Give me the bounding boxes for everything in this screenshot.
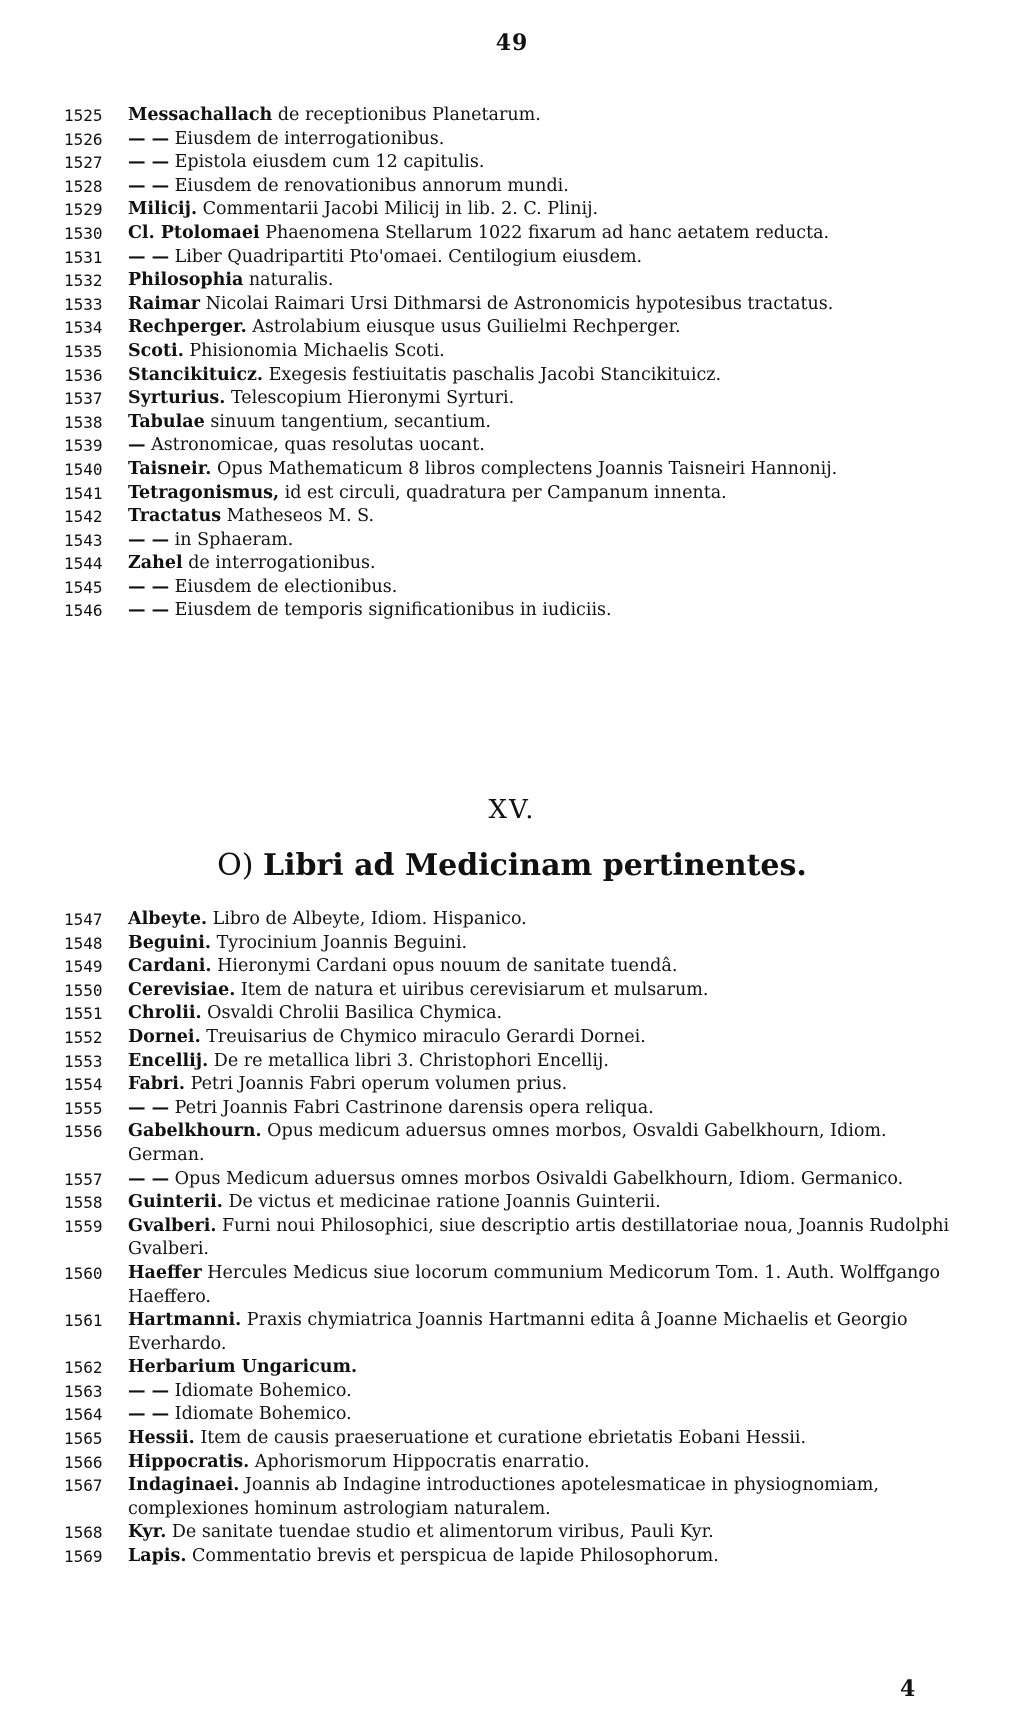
entry-heading: Cerevisiae. bbox=[128, 979, 236, 1000]
entry-heading: Rechperger. bbox=[128, 317, 247, 338]
entry-text: Hercules Medicus siue locorum communium Medicorum Tom. 1. Auth. Wolffgango Haeffero. bbox=[128, 1262, 941, 1307]
catalog-entry bbox=[64, 552, 968, 576]
entry-text: in Sphaeram. bbox=[169, 529, 294, 550]
entry-text: de receptionibus Planetarum. bbox=[272, 105, 541, 125]
catalog-entry bbox=[64, 1050, 968, 1074]
entry-number: 1565 bbox=[64, 1429, 103, 1449]
entry-text: Exegesis festiuitatis paschalis Jacobi Stancikituicz. bbox=[263, 364, 722, 385]
catalog-entry bbox=[64, 364, 968, 388]
entry-number: 1562 bbox=[64, 1358, 103, 1378]
entry-heading: Zahel bbox=[128, 553, 183, 574]
entry-number: 1568 bbox=[64, 1523, 103, 1543]
entry-text: Petri Joannis Fabri operum volumen prius. bbox=[185, 1074, 568, 1095]
section-numeral: XV. bbox=[488, 795, 536, 825]
entry-heading: — — bbox=[128, 246, 170, 267]
entry-heading: Indaginaei. bbox=[128, 1475, 240, 1496]
entry-text: Telescopium Hieronymi Syrturi. bbox=[225, 388, 515, 409]
entry-heading: Hessii. bbox=[128, 1428, 195, 1449]
entry-text: Aphorismorum Hippocratis enarratio. bbox=[249, 1451, 590, 1472]
entry-text: Petri Joannis Fabri Castrinone darensis opera reliqua. bbox=[169, 1097, 654, 1118]
catalog-entry bbox=[64, 1356, 968, 1380]
entry-list-medicine bbox=[64, 908, 968, 1569]
entry-number: 1536 bbox=[64, 365, 103, 385]
catalog-entry bbox=[64, 955, 968, 979]
entry-text: Tyrocinium Joannis Beguini. bbox=[211, 932, 468, 953]
entry-number: 1539 bbox=[64, 436, 103, 456]
entry-heading: — — bbox=[128, 1097, 170, 1118]
entry-number: 1533 bbox=[64, 294, 103, 314]
entry-heading: Haeffer bbox=[128, 1262, 202, 1283]
entry-number: 1535 bbox=[64, 341, 103, 361]
entry-text: Phaenomena Stellarum 1022 fixarum ad hanc aetatem reducta. bbox=[259, 222, 830, 243]
entry-heading: Taisneir. bbox=[128, 458, 212, 479]
entry-heading: — — bbox=[128, 1168, 170, 1189]
entry-heading: Messachallach bbox=[128, 105, 273, 125]
entry-text: Eiusdem de temporis significationibus in iudiciis. bbox=[169, 600, 612, 621]
entry-number: 1559 bbox=[64, 1216, 103, 1236]
entry-number: 1531 bbox=[64, 247, 103, 267]
catalog-entry bbox=[64, 979, 968, 1003]
entry-text: Opus Mathematicum 8 libros complectens Joannis Taisneiri Hannonij. bbox=[211, 458, 838, 479]
catalog-entry bbox=[64, 1168, 968, 1192]
catalog-entry bbox=[64, 1451, 968, 1475]
entry-text: Opus Medicum aduersus omnes morbos Osivaldi Gabelkhourn, Idiom. Germanico. bbox=[169, 1168, 904, 1189]
entry-text: De victus et medicinae ratione Joannis Guinterii. bbox=[222, 1192, 661, 1213]
entry-heading: Tractatus bbox=[128, 506, 222, 527]
entry-heading: Syrturius. bbox=[128, 388, 226, 409]
signature-mark: 4 bbox=[900, 1676, 916, 1702]
catalog-entry bbox=[64, 505, 968, 529]
entry-text: Epistola eiusdem cum 12 capitulis. bbox=[169, 152, 485, 173]
entry-number: 1552 bbox=[64, 1027, 103, 1047]
entry-number: 1542 bbox=[64, 507, 103, 527]
entry-heading: Fabri. bbox=[128, 1074, 186, 1095]
entry-heading: Raimar bbox=[128, 293, 201, 314]
catalog-entry bbox=[64, 104, 968, 128]
catalog-entry bbox=[64, 1026, 968, 1050]
entry-heading: — — bbox=[128, 600, 170, 621]
entry-number: 1560 bbox=[64, 1263, 103, 1283]
entry-text: Idiomate Bohemico. bbox=[169, 1380, 352, 1401]
entry-number: 1557 bbox=[64, 1169, 103, 1189]
entry-text: Item de natura et uiribus cerevisiarum et mulsarum. bbox=[235, 979, 709, 1000]
entry-text: Eiusdem de renovationibus annorum mundi. bbox=[169, 175, 569, 196]
catalog-entry bbox=[64, 482, 968, 506]
catalog-entry bbox=[64, 1191, 968, 1215]
entry-heading: Beguini. bbox=[128, 932, 211, 953]
entry-heading: Cardani. bbox=[128, 956, 212, 977]
entry-text: sinuum tangentium, secantium. bbox=[204, 411, 491, 432]
entry-number: 1525 bbox=[64, 106, 103, 125]
entry-number: 1566 bbox=[64, 1452, 103, 1472]
catalog-entry bbox=[64, 198, 968, 222]
entry-text: Joannis ab Indagine introductiones apotelesmaticae in physiognomiam, complexiones hominum astrologiam naturalem. bbox=[128, 1475, 879, 1519]
catalog-entry bbox=[64, 411, 968, 435]
catalog-entry bbox=[64, 269, 968, 293]
entry-text: Liber Quadripartiti Pto'omaei. Centilogium eiusdem. bbox=[169, 246, 643, 267]
entry-number: 1569 bbox=[64, 1547, 103, 1567]
entry-heading: — — bbox=[128, 152, 170, 173]
catalog-entry bbox=[64, 340, 968, 364]
catalog-entry bbox=[64, 434, 968, 458]
catalog-entry bbox=[64, 1427, 968, 1451]
entry-heading: — — bbox=[128, 529, 170, 550]
entry-text: Astrolabium eiusque usus Guilielmi Rechperger. bbox=[246, 317, 681, 338]
catalog-entry bbox=[64, 222, 968, 246]
entry-heading: Tetragonismus, bbox=[128, 482, 280, 503]
entry-heading: Stancikituicz. bbox=[128, 364, 264, 385]
entry-heading: Philosophia bbox=[128, 270, 244, 291]
entry-number: 1554 bbox=[64, 1075, 103, 1095]
entry-number: 1529 bbox=[64, 200, 103, 220]
entry-text: Libro de Albeyte, Idiom. Hispanico. bbox=[207, 909, 527, 929]
entry-heading: Hippocratis. bbox=[128, 1451, 250, 1472]
entry-number: 1530 bbox=[64, 223, 103, 243]
catalog-entry bbox=[64, 1120, 968, 1167]
entry-heading: — — bbox=[128, 576, 170, 597]
catalog-entry bbox=[64, 1097, 968, 1121]
entry-number: 1556 bbox=[64, 1122, 103, 1142]
entry-heading: Cl. Ptolomaei bbox=[128, 222, 260, 243]
entry-heading: Chrolii. bbox=[128, 1003, 202, 1024]
entry-heading: Tabulae bbox=[128, 411, 205, 432]
entry-heading: — bbox=[128, 435, 146, 456]
entry-heading: Albeyte. bbox=[128, 909, 208, 929]
entry-text: Furni noui Philosophici, siue descriptio artis destillatoriae noua, Joannis Rudolphi Gvalberi. bbox=[128, 1215, 950, 1260]
entry-heading: — — bbox=[128, 175, 170, 196]
entry-number: 1543 bbox=[64, 530, 103, 550]
entry-heading: Gvalberi. bbox=[128, 1215, 217, 1236]
entry-number: 1527 bbox=[64, 153, 103, 173]
entry-text: De sanitate tuendae studio et alimentorum viribus, Pauli Kyr. bbox=[166, 1522, 714, 1543]
entry-text: Eiusdem de interrogationibus. bbox=[169, 128, 445, 149]
catalog-entry bbox=[64, 1073, 968, 1097]
entry-number: 1548 bbox=[64, 933, 103, 953]
entry-number: 1564 bbox=[64, 1405, 103, 1425]
entry-heading: Kyr. bbox=[128, 1522, 167, 1543]
catalog-entry bbox=[64, 1002, 968, 1026]
entry-text: Phisionomia Michaelis Scoti. bbox=[183, 340, 445, 361]
entry-number: 1546 bbox=[64, 601, 103, 621]
entry-heading: Hartmanni. bbox=[128, 1310, 242, 1331]
entry-text: Praxis chymiatrica Joannis Hartmanni edita â Joanne Michaelis et Georgio Everhardo. bbox=[128, 1310, 908, 1354]
entry-heading: Guinterii. bbox=[128, 1192, 223, 1213]
entry-text: Opus medicum aduersus omnes morbos, Osvaldi Gabelkhourn, Idiom. German. bbox=[128, 1121, 887, 1165]
entry-list-astronomy bbox=[64, 104, 968, 623]
catalog-entry bbox=[64, 529, 968, 553]
catalog-entry bbox=[64, 1403, 968, 1427]
entry-number: 1547 bbox=[64, 910, 103, 929]
entry-heading: Scoti. bbox=[128, 340, 184, 361]
catalog-entry bbox=[64, 908, 968, 932]
catalog-entry bbox=[64, 576, 968, 600]
entry-number: 1545 bbox=[64, 577, 103, 597]
page-number: 49 bbox=[495, 30, 529, 56]
catalog-entry bbox=[64, 246, 968, 270]
entry-text: Item de causis praeseruatione et curatione ebrietatis Eobani Hessii. bbox=[194, 1428, 807, 1449]
entry-number: 1549 bbox=[64, 957, 103, 977]
catalog-entry bbox=[64, 293, 968, 317]
entry-text: Eiusdem de electionibus. bbox=[169, 576, 398, 597]
entry-heading: Milicij. bbox=[128, 199, 198, 220]
catalog-entry bbox=[64, 932, 968, 956]
catalog-entry bbox=[64, 387, 968, 411]
entry-number: 1537 bbox=[64, 389, 103, 409]
entry-text: naturalis. bbox=[243, 270, 334, 291]
catalog-entry bbox=[64, 175, 968, 199]
entry-number: 1532 bbox=[64, 271, 103, 291]
catalog-entry bbox=[64, 1545, 968, 1569]
entry-text: Osvaldi Chrolii Basilica Chymica. bbox=[201, 1003, 503, 1024]
catalog-entry bbox=[64, 1474, 968, 1521]
entry-heading: — — bbox=[128, 1404, 170, 1425]
entry-number: 1558 bbox=[64, 1193, 103, 1213]
entry-number: 1528 bbox=[64, 176, 103, 196]
catalog-entry bbox=[64, 1521, 968, 1545]
entry-heading: — — bbox=[128, 1380, 170, 1401]
entry-number: 1541 bbox=[64, 483, 103, 503]
entry-number: 1540 bbox=[64, 459, 103, 479]
catalog-entry bbox=[64, 458, 968, 482]
catalog-entry bbox=[64, 1262, 968, 1309]
entry-text: id est circuli, quadratura per Campanum innenta. bbox=[279, 482, 727, 503]
entry-heading: Lapis. bbox=[128, 1546, 187, 1567]
entry-text: Treuisarius de Chymico miraculo Gerardi Dornei. bbox=[200, 1026, 646, 1047]
entry-text: Commentarii Jacobi Milicij in lib. 2. C. Plinij. bbox=[197, 199, 599, 220]
entry-number: 1563 bbox=[64, 1381, 103, 1401]
entry-text: Matheseos M. S. bbox=[221, 506, 375, 527]
entry-heading: Encellij. bbox=[128, 1050, 209, 1071]
catalog-entry bbox=[64, 1215, 968, 1262]
entry-number: 1538 bbox=[64, 412, 103, 432]
entry-number: 1534 bbox=[64, 318, 103, 338]
entry-heading: Herbarium Ungaricum. bbox=[128, 1357, 358, 1378]
entry-text: Hieronymi Cardani opus nouum de sanitate tuendâ. bbox=[211, 956, 678, 977]
section-title bbox=[0, 848, 1024, 883]
section-label: O) bbox=[217, 848, 254, 883]
entry-number: 1561 bbox=[64, 1311, 103, 1331]
entry-text: Idiomate Bohemico. bbox=[169, 1404, 352, 1425]
entry-text: Commentatio brevis et perspicua de lapide Philosophorum. bbox=[186, 1546, 719, 1567]
entry-text: De re metallica libri 3. Christophori Encellij. bbox=[208, 1050, 609, 1071]
entry-text: Nicolai Raimari Ursi Dithmarsi de Astronomicis hypotesibus tractatus. bbox=[200, 293, 834, 314]
catalog-entry bbox=[64, 1380, 968, 1404]
entry-heading: Dornei. bbox=[128, 1026, 201, 1047]
entry-number: 1551 bbox=[64, 1004, 103, 1024]
entry-number: 1555 bbox=[64, 1098, 103, 1118]
entry-heading: — — bbox=[128, 128, 170, 149]
entry-number: 1550 bbox=[64, 980, 103, 1000]
entry-number: 1526 bbox=[64, 129, 103, 149]
catalog-entry bbox=[64, 151, 968, 175]
entry-number: 1544 bbox=[64, 554, 103, 574]
entry-text: Astronomicae, quas resolutas uocant. bbox=[145, 435, 485, 456]
catalog-entry bbox=[64, 316, 968, 340]
entry-heading: Gabelkhourn. bbox=[128, 1121, 262, 1142]
catalog-entry bbox=[64, 599, 968, 623]
catalog-entry bbox=[64, 128, 968, 152]
entry-number: 1567 bbox=[64, 1476, 103, 1496]
entry-number: 1553 bbox=[64, 1051, 103, 1071]
entry-text: de interrogationibus. bbox=[182, 553, 376, 574]
catalog-entry bbox=[64, 1309, 968, 1356]
section-title-text: Libri ad Medicinam pertinentes. bbox=[263, 848, 807, 883]
